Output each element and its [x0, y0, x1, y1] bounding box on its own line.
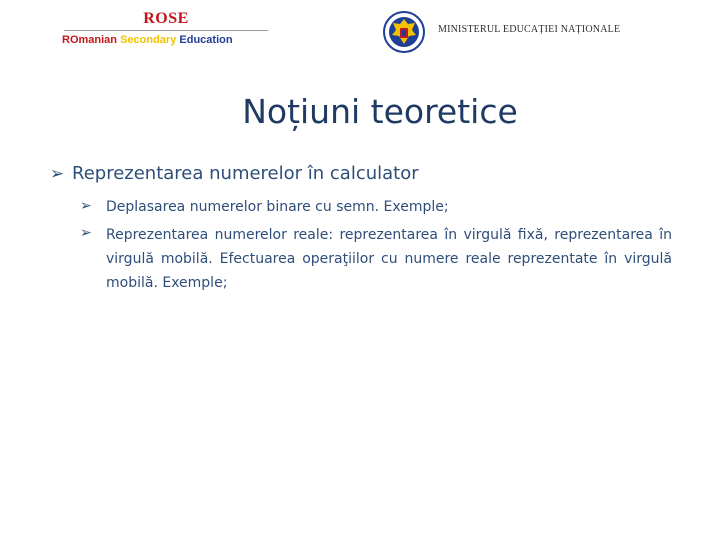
- arrow-bullet-icon: ➢: [50, 164, 65, 184]
- rose-logo-subtitle: [62, 34, 233, 46]
- ministry-name: MINISTERUL EDUCAȚIEI NAȚIONALE: [438, 24, 621, 35]
- romania-coat-of-arms-icon: [382, 10, 428, 54]
- rose-subtitle-word-secondary: Secondary: [120, 34, 177, 46]
- rose-logo-divider: [64, 30, 268, 31]
- arrow-bullet-icon: ➢: [80, 198, 92, 214]
- ministry-logo: [382, 10, 622, 50]
- arrow-bullet-icon: ➢: [80, 225, 92, 241]
- rose-logo: [62, 10, 270, 50]
- subbullet-text: Deplasarea numerelor binare cu semn. Exemple;: [106, 199, 449, 215]
- slide-title: Noțiuni teoretice: [242, 92, 518, 131]
- subbullet-item: [80, 225, 672, 295]
- bullet-text: Reprezentarea numerelor în calculator: [72, 163, 419, 184]
- rose-logo-title: ROSE: [143, 10, 189, 27]
- subbullet-item: [80, 198, 672, 216]
- rose-subtitle-word-education: Education: [179, 34, 233, 46]
- subbullet-text: Reprezentarea numerelor reale: reprezentarea în virgulă fixă, reprezentarea în virgulă mobilă. Efectuarea operaţiilor cu numere reale reprezentate în virgulă mobilă. Exemple;: [106, 227, 672, 291]
- bullet-level1: [50, 163, 690, 184]
- rose-subtitle-word-romanian: ROmanian: [62, 34, 118, 46]
